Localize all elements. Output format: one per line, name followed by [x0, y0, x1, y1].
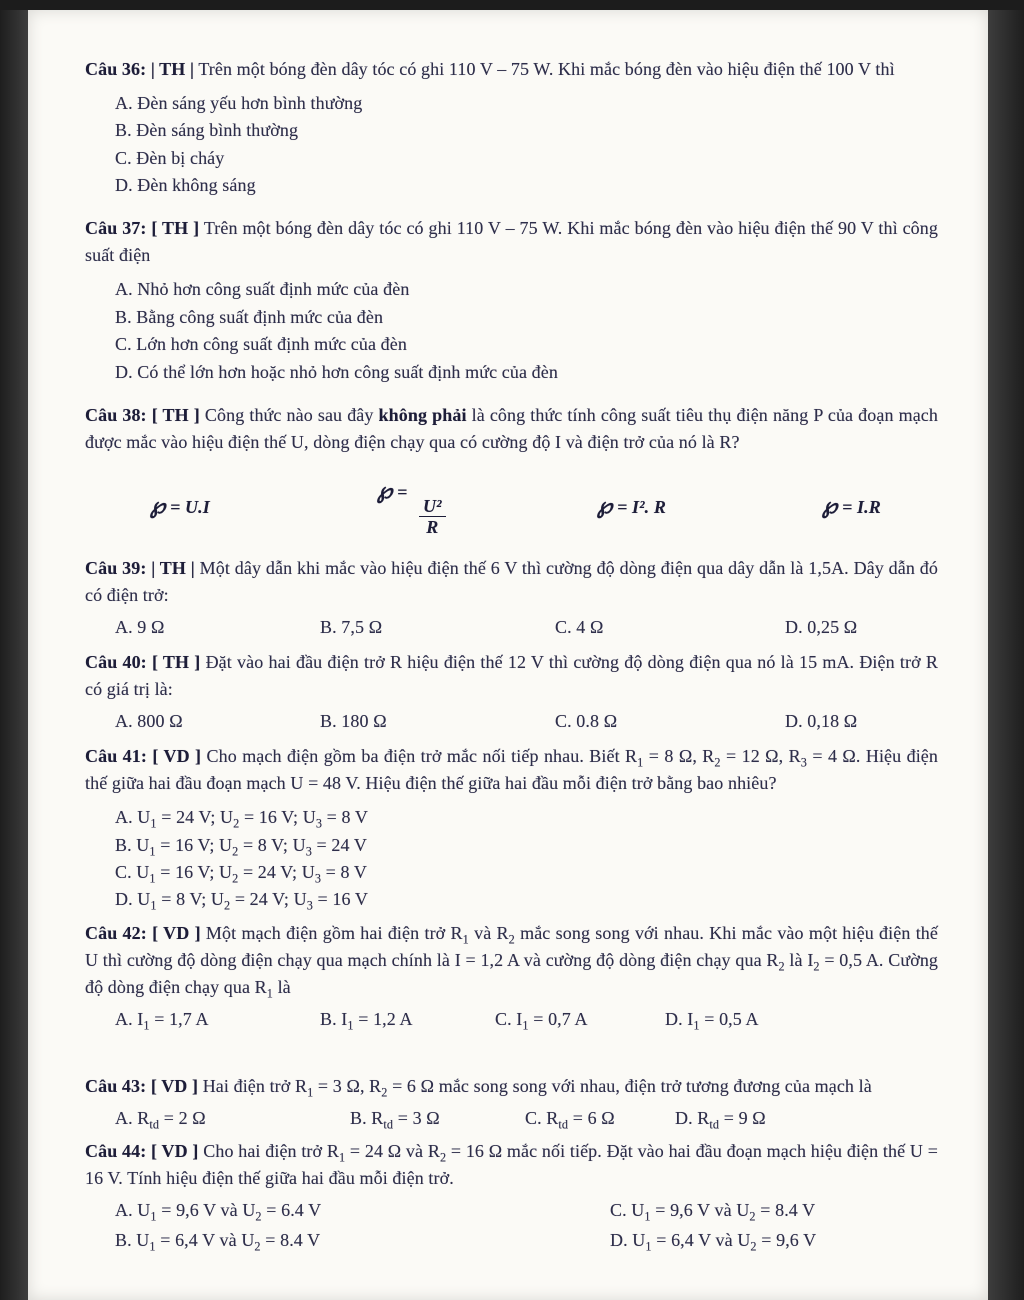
answer-options [85, 90, 938, 199]
question-text-emphasis: không phải [378, 404, 467, 425]
question-number: Câu 44: [85, 1140, 147, 1161]
formula-option-2 [377, 474, 597, 537]
question-text: Công thức nào sau đây [204, 404, 374, 425]
answer-option-c: C. $U_1 = 16$ V; $U_2 = 24$ V; $U_3 = 8$ V [115, 861, 367, 886]
answer-option-b: B. 180 Ω [320, 711, 387, 732]
answer-option-a: A. 9 Ω [115, 617, 165, 638]
question-heading [85, 743, 938, 797]
script-p-symbol: ℘ [150, 493, 166, 519]
answer-option-b: B. Đèn sáng bình thường [115, 120, 299, 141]
questions-container [28, 10, 988, 1278]
question-heading [85, 649, 938, 703]
answer-option-d: D. Đèn không sáng [115, 175, 256, 196]
formula-option-3 [597, 489, 822, 522]
answer-option-c: C. Đèn bị cháy [115, 147, 225, 168]
question-text: Một dây dẫn khi mắc vào hiệu điện thế 6 V thì cường độ dòng điện qua dây dẫn là 1,5A. Dây dẫn đó có điện trở: [85, 558, 938, 606]
formula-expression: = U.I [170, 497, 210, 518]
question-40 [85, 649, 938, 735]
answer-option-d: D. $U_1 = 8$ V; $U_2 = 24$ V; $U_3 = 16$ V [115, 889, 368, 913]
difficulty-tag: [ TH ] [151, 404, 200, 425]
page-border-top [0, 0, 1024, 10]
answer-option-b: B. $I_1 = 1,2$ A [320, 1008, 413, 1033]
answer-options [85, 708, 938, 735]
question-number: Câu 41: [85, 746, 147, 767]
difficulty-tag: | TH | [150, 59, 195, 79]
answer-option-c: C. $U_1 = 9,6$ V và $U_2 = 8.4$ V [610, 1199, 816, 1224]
question-number: Câu 38: [85, 404, 147, 425]
question-heading [85, 920, 938, 1001]
difficulty-tag: [ TH ] [151, 218, 200, 239]
fraction-denominator: R [426, 517, 439, 538]
page-border-right [988, 0, 1024, 1300]
answer-options [85, 1006, 938, 1033]
formula-expression: = [397, 481, 408, 502]
question-heading [85, 555, 938, 609]
answer-option-a: A. 800 Ω [115, 711, 183, 732]
answer-option-d: D. $I_1 = 0,5$ A [665, 1008, 759, 1033]
script-p-symbol: ℘ [377, 477, 393, 503]
difficulty-tag: [ TH ] [151, 652, 201, 673]
answer-option-a: A. $R_{td} = 2$ Ω [115, 1107, 206, 1132]
question-text: Một mạch điện gồm hai điện trở $R_1$ và $R_2$ mắc song song với nhau. Khi mắc vào một hiệu điện thế U thì cường độ dòng điện chạy qua mạch chính là I = 1,2 A và cường độ dòng điện chạy qua $R_2$ là $I_2 = 0,5$ A. Cường độ dòng điện chạy qua $R_1$ là [85, 922, 939, 1001]
answer-option-c: C. $R_{td} = 6$ Ω [525, 1107, 615, 1132]
answer-option-a: A. $U_1 = 24$ V; $U_2 = 16$ V; $U_3 = 8$ V [115, 807, 368, 831]
answer-option-a: A. $I_1 = 1,7$ A [115, 1008, 209, 1033]
answer-option-b: B. $U_1 = 6,4$ V và $U_2 = 8.4$ V [115, 1229, 321, 1254]
answer-option-d: D. 0,18 Ω [785, 711, 858, 732]
question-text: Cho mạch điện gồm ba điện trở mắc nối tiếp nhau. Biết $R_1 = 8$ Ω, $R_2 = 12$ Ω, $R_3 = 4$ Ω. Hiệu điện thế giữa hai đầu đoạn mạch U = 48 V. Hiệu điện thế giữa hai đầu mỗi điện trở bằng bao nhiêu? [85, 746, 938, 794]
page-border-left [0, 0, 28, 1300]
question-heading [85, 56, 938, 83]
answer-option-c: C. 4 Ω [555, 617, 604, 638]
question-number: Câu 42: [85, 922, 147, 943]
answer-options [85, 614, 938, 641]
difficulty-tag: [ VD ] [152, 746, 202, 767]
question-text: Cho hai điện trở $R_1 = 24$ Ω và $R_2 = 16$ Ω mắc nối tiếp. Đặt vào hai đầu đoạn mạch hiệu điện thế U = 16 V. Tính hiệu điện thế giữa hai đầu mỗi điện trở. [85, 1140, 938, 1188]
question-44 [85, 1138, 938, 1254]
answer-option-b: B. 7,5 Ω [320, 617, 383, 638]
answer-option-d: D. $U_1 = 6,4$ V và $U_2 = 9,6$ V [610, 1229, 817, 1254]
fraction [419, 496, 446, 537]
question-41 [85, 743, 938, 913]
difficulty-tag: | TH | [151, 558, 195, 579]
question-37 [85, 215, 938, 385]
answer-option-d: D. 0,25 Ω [785, 617, 858, 638]
formula-options-row [85, 474, 938, 537]
difficulty-tag: [ VD ] [150, 1075, 199, 1096]
answer-option-c: C. 0.8 Ω [555, 711, 618, 732]
script-p-symbol: ℘ [597, 493, 613, 519]
answer-option-b: B. Bằng công suất định mức của đèn [115, 306, 384, 327]
difficulty-tag: [ VD ] [151, 1140, 199, 1161]
answer-option-b: B. $R_{td} = 3$ Ω [350, 1107, 440, 1132]
answer-option-d: D. Có thể lớn hơn hoặc nhỏ hơn công suất định mức của đèn [115, 361, 558, 382]
question-text: Trên một bóng đèn dây tóc có ghi 110 V – 75 W. Khi mắc bóng đèn vào hiệu điện thế 100 V thì [198, 59, 895, 79]
question-heading [85, 215, 938, 269]
question-36 [85, 56, 938, 199]
answer-option-a: A. Đèn sáng yếu hơn bình thường [115, 93, 363, 113]
question-number: Câu 43: [85, 1075, 147, 1096]
formula-expression: = I.R [842, 497, 881, 518]
document-paper [28, 10, 988, 1300]
question-42 [85, 920, 938, 1033]
question-text: là công thức tính công suất tiêu thụ điện năng P của đoạn mạch được mắc vào hiệu điện thế U, dòng điện chạy qua có cường độ I và điện trở của nó là R? [85, 404, 938, 452]
answer-option-b: B. $U_1 = 16$ V; $U_2 = 8$ V; $U_3 = 24$ V [115, 834, 367, 859]
formula-option-1 [150, 489, 377, 522]
difficulty-tag: [ VD ] [152, 922, 201, 943]
question-number: Câu 39: [85, 558, 147, 579]
question-39 [85, 555, 938, 641]
script-p-symbol: ℘ [822, 493, 838, 519]
fraction-numerator: U² [419, 496, 446, 517]
question-number: Câu 36: [85, 59, 147, 79]
formula-expression: = I². R [617, 497, 666, 518]
answer-options [85, 804, 938, 913]
answer-option-a: A. $U_1 = 9,6$ V và $U_2 = 6.4$ V [115, 1199, 322, 1224]
answer-option-c: C. Lớn hơn công suất định mức của đèn [115, 334, 407, 355]
answer-options [85, 276, 938, 385]
answer-option-c: C. $I_1 = 0,7$ A [495, 1008, 588, 1033]
answer-option-d: D. $R_{td} = 9$ Ω [675, 1107, 766, 1132]
question-43 [85, 1073, 938, 1132]
answer-options [85, 1105, 938, 1132]
formula-option-4 [822, 489, 938, 522]
question-text: Trên một bóng đèn dây tóc có ghi 110 V – 75 W. Khi mắc bóng đèn vào hiệu điện thế 90 V thì công suất điện [85, 218, 938, 266]
question-text: Đặt vào hai đầu điện trở R hiệu điện thế 12 V thì cường độ dòng điện qua nó là 15 mA. Điện trở R có giá trị là: [85, 652, 938, 700]
answer-options [85, 1197, 938, 1254]
question-heading [85, 402, 938, 456]
question-text: Hai điện trở $R_1 = 3$ Ω, $R_2 = 6$ Ω mắc song song với nhau, điện trở tương đương của mạch là [202, 1075, 872, 1100]
question-number: Câu 40: [85, 652, 147, 673]
answer-option-a: A. Nhỏ hơn công suất định mức của đèn [115, 279, 410, 300]
question-number: Câu 37: [85, 218, 147, 239]
question-heading [85, 1138, 938, 1192]
question-heading [85, 1073, 938, 1100]
question-38 [85, 402, 938, 537]
